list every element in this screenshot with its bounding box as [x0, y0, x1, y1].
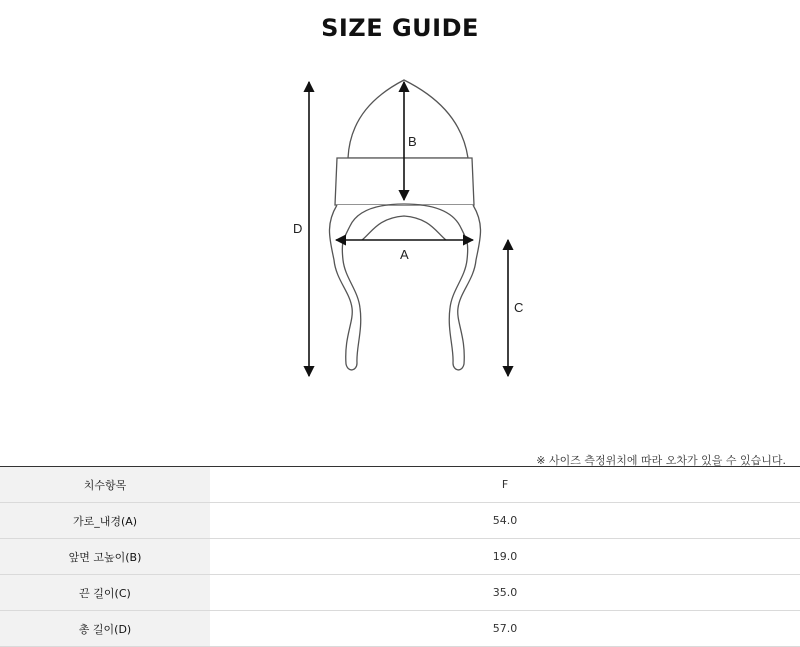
header-size: F — [210, 467, 800, 503]
dimension-label-c: C — [514, 300, 524, 315]
table-row — [0, 611, 800, 647]
table-row — [0, 503, 800, 539]
measurement-note: ※ 사이즈 측정위치에 따라 오차가 있을 수 있습니다. — [536, 454, 786, 467]
size-table — [0, 466, 800, 647]
row-value: 57.0 — [210, 611, 800, 647]
row-label: 총 길이(D) — [0, 611, 210, 647]
row-label: 앞면 고높이(B) — [0, 539, 210, 575]
table-row — [0, 539, 800, 575]
header-label: 치수항목 — [0, 467, 210, 503]
row-label: 가로_내경(A) — [0, 503, 210, 539]
table-header-row — [0, 467, 800, 503]
row-label: 끈 길이(C) — [0, 575, 210, 611]
hat-measurement-diagram — [0, 60, 800, 390]
hat-illustration — [329, 80, 480, 370]
row-value: 35.0 — [210, 575, 800, 611]
page-title: SIZE GUIDE — [321, 14, 479, 42]
dimension-label-a: A — [400, 247, 409, 262]
row-value: 54.0 — [210, 503, 800, 539]
row-value: 19.0 — [210, 539, 800, 575]
table-row — [0, 575, 800, 611]
dimension-label-d: D — [293, 221, 303, 236]
dimension-label-b: B — [408, 134, 417, 149]
